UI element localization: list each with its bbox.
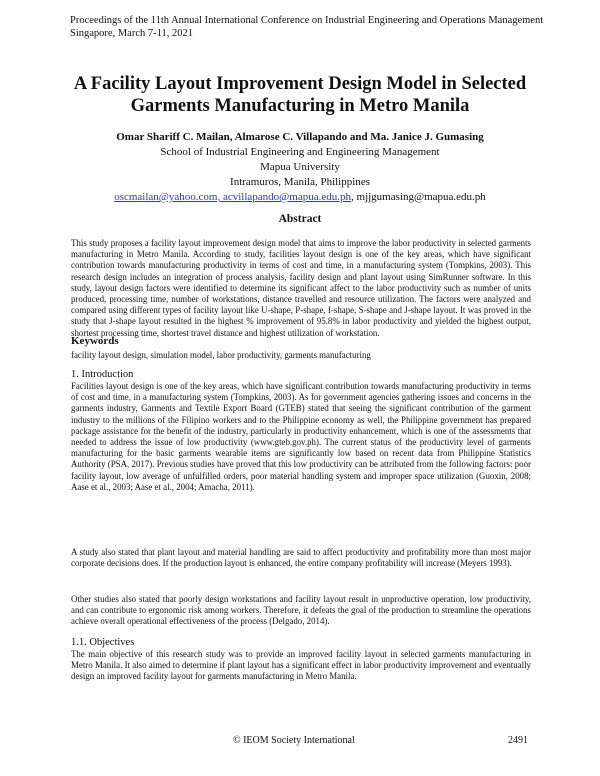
- paper-title-line1: A Facility Layout Improvement Design Model in Selected: [73, 74, 527, 94]
- author-block: [40, 130, 560, 205]
- introduction-heading: 1. Introduction: [71, 369, 134, 380]
- conference-header: [70, 14, 543, 40]
- keywords-text: facility layout design, simulation model, labor productivity, garments manufacturing: [71, 350, 371, 360]
- paper-title: [40, 73, 560, 117]
- paper-title-line2: Garments Manufacturing in Metro Manila: [130, 96, 470, 116]
- footer-society: © IEOM Society International: [233, 735, 355, 746]
- introduction-para-2: A study also stated that plant layout and material handling are said to affect productivity and profitability more than most major corporate decisions does. If the production layout is enhanced, the entire company profitability will increase (Meyers 1993).: [71, 547, 531, 569]
- objectives-heading: 1.1. Objectives: [71, 637, 135, 648]
- author-emails: [40, 190, 560, 205]
- email-rest: , mjjgumasing@mapua.edu.ph: [351, 191, 486, 203]
- abstract-text: This study proposes a facility layout improvement design model that aims to improve the labor productivity in selected garments manufacturing in Metro Manila. According to study, facilities layout design is one of the key areas, which have significant contribution towards manufacturing productivity in terms of cost and time, in a manufacturing system (Tompkins, 2003). This research design includes an integration of process analysis, facility design and plant layout using SimRunner software. In this study, layout design factors were identified to determine its significant affect to the labor productivity such as number of units produced, processing time, number of workstations, distance travelled and resource utilization. The factors were analyzed and compared using different types of facility layout like U-shape, P-shape, I-shape, S-shape and J-shape layout. It was proved in the study that J-shape layout resulted in the highest % improvement of 95.8% in labor productivity and yielded the highest output, shortest processing time, shortest travel distance and highest utilization of workstation.: [71, 238, 531, 338]
- page-number: 2491: [508, 735, 528, 746]
- author-university: Mapua University: [260, 161, 340, 173]
- author-names: Omar Shariff C. Mailan, Almarose C. Villapando and Ma. Janice J. Gumasing: [116, 131, 484, 143]
- conference-header-line1: Proceedings of the 11th Annual International Conference on Industrial Engineering and Operations Management: [70, 15, 544, 26]
- conference-header-line2: Singapore, March 7-11, 2021: [70, 28, 193, 39]
- email-links[interactable]: oscmailan@yahoo.com, acvillapando@mapua.edu.ph: [114, 191, 352, 203]
- introduction-para-3: Other studies also stated that poorly design workstations and facility layout result in unproductive operation, low productivity, and can contribute to ergonomic risk among workers. Therefore, it defeats the goal of the production to streamline the operations achieve overall operational effectiveness of the process (Delgado, 2014).: [71, 594, 531, 627]
- author-school: School of Industrial Engineering and Engineering Management: [160, 146, 440, 158]
- keywords-heading: Keywords: [71, 335, 119, 347]
- introduction-para-1: Facilities layout design is one of the key areas, which have significant contribution towards manufacturing productivity in terms of cost and time, in a manufacturing system (Tompkins, 2003). As for government agencies gathering issues and concerns in the garments industry, Garments and Textile Export Board (GTEB) stated that seeing the significant contribution of the garment industry to the millions of the Filipino workers and to the Philippine economy as well, the Philippine government has prepared package assistance for the benefit of the industry, particularly in productivity enhancement, which is one of the assessments that needed to address the issue of low productivity (www.gteb.gov.ph). The current status of the productivity level of garments manufacturing for the basic garments wearable items are significantly low based on recent data from Philippine Statistics Authority (PSA, 2017). Previous studies have proved that this low productivity can be attributed from the following factors: poor facility layout, low average of unfulfilled orders, poor material handling system and improper space utilization (Guoxin, 2008; Aase et al., 2003; Aase et al., 2004; Amacha, 2011).: [71, 381, 531, 492]
- abstract-heading: Abstract: [278, 213, 322, 225]
- author-location: Intramuros, Manila, Philippines: [230, 176, 370, 188]
- objectives-text: The main objective of this research study was to provide an improved facility layout in selected garments manufacturing in Metro Manila. It also aimed to determine if plant layout has a significant effect in labor productivity improvement and eventually design an improved facility layout for garments manufacturing in Metro Manila.: [71, 649, 531, 682]
